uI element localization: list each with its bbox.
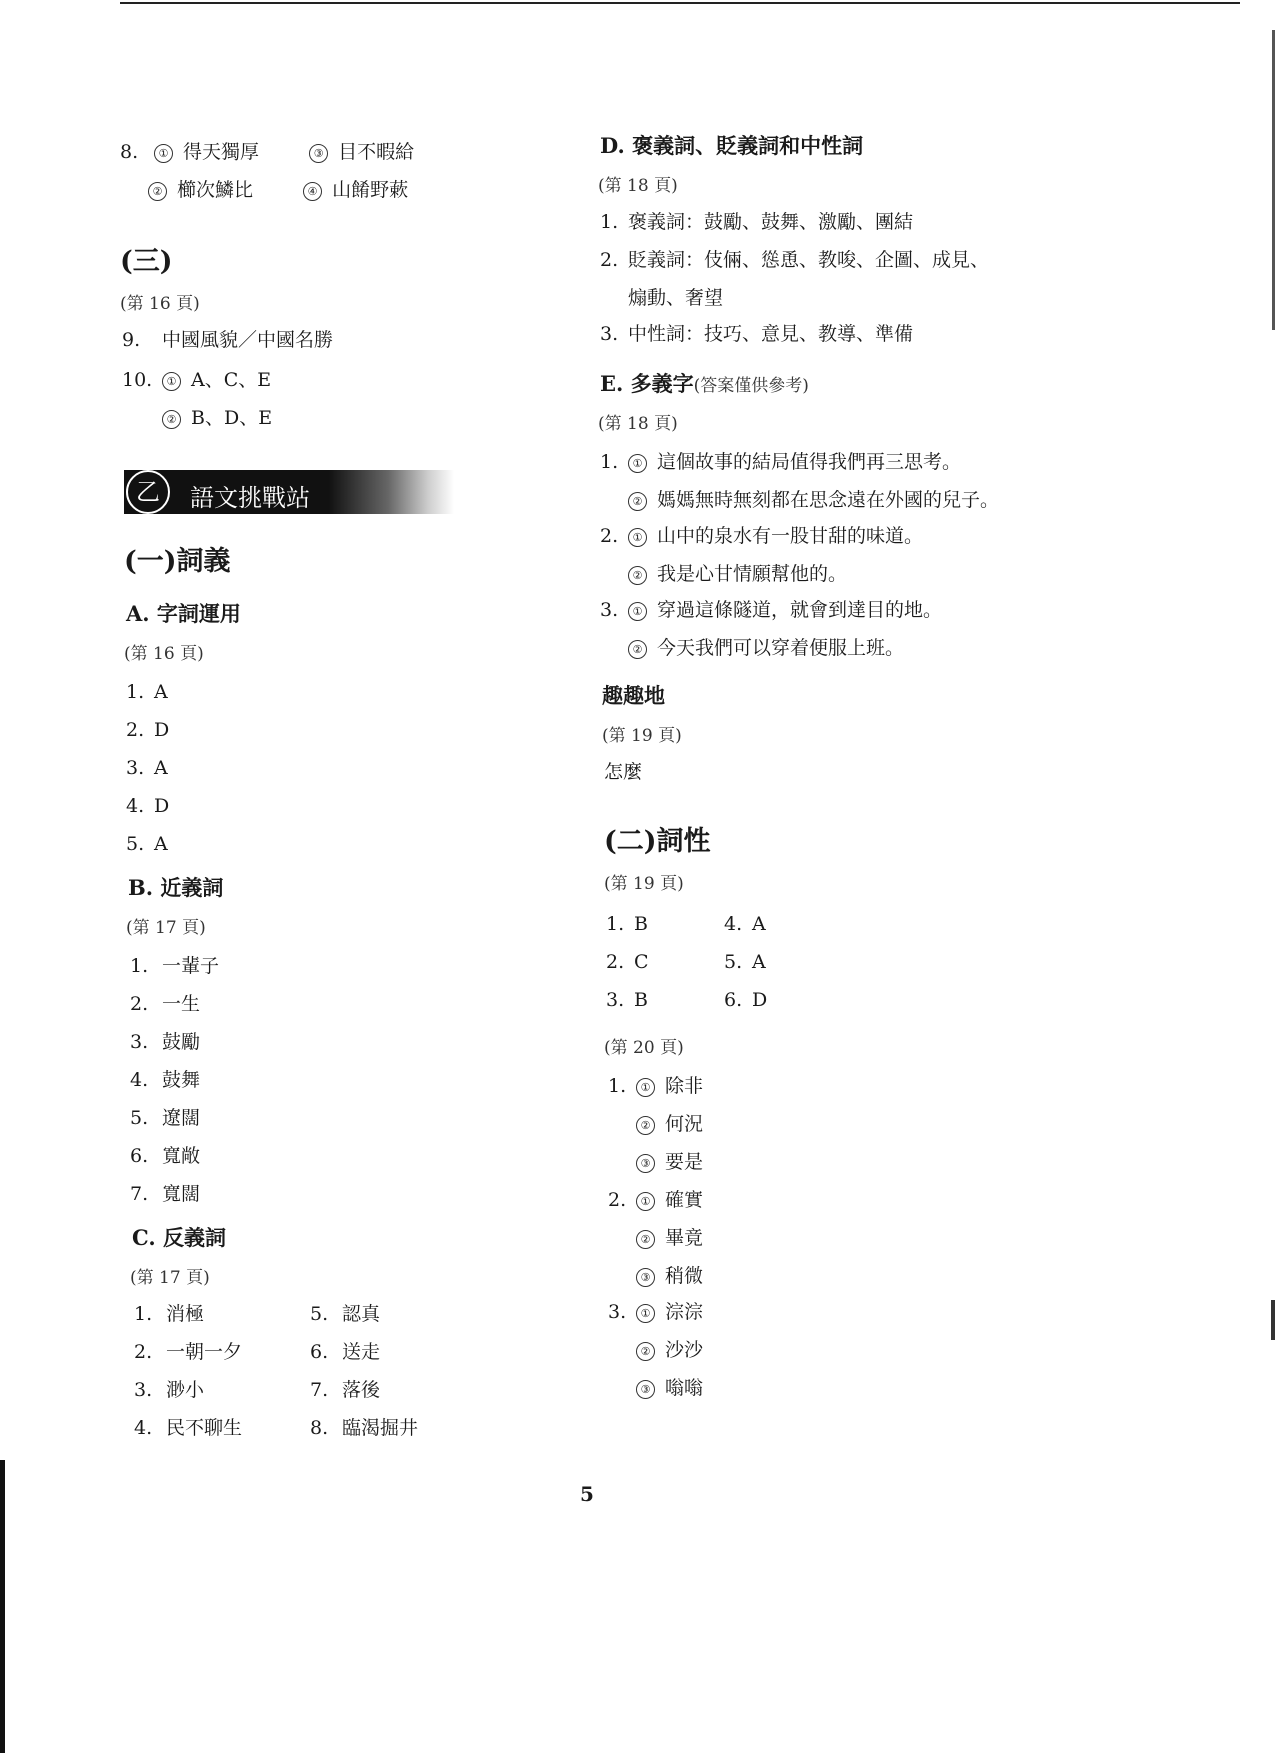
page-ref: (第 16 頁) — [124, 644, 204, 664]
answer-note: (答案僅供參考) — [693, 376, 809, 396]
list-item — [628, 488, 999, 512]
item-number: 1. — [608, 1075, 627, 1097]
item-number: 2. — [130, 993, 149, 1015]
answer-text: D — [154, 795, 170, 817]
list-item-continuation: 煽動、奢望 — [628, 287, 724, 309]
badge-icon: 乙 — [126, 470, 170, 514]
circled-number: ① — [628, 602, 647, 621]
item-number: 3. — [606, 989, 625, 1011]
item-number: 8. — [310, 1417, 329, 1439]
answer-text: A — [154, 757, 168, 779]
page-ref: (第 19 頁) — [604, 874, 684, 894]
list-item — [636, 1150, 703, 1174]
list-item — [126, 832, 168, 856]
banner-title: 語文挑戰站 — [190, 484, 310, 512]
list-item — [600, 322, 913, 346]
answer-text: 一輩子 — [162, 955, 220, 977]
circled-number: ② — [636, 1342, 655, 1361]
part2-title: (二)詞性 — [604, 826, 711, 857]
circled-number: ① — [636, 1078, 655, 1097]
answer-text: 褒義詞：鼓勵、鼓舞、激勵、團結 — [628, 211, 914, 233]
answer-text: A、C、E — [191, 369, 272, 391]
item-number: 2. — [126, 719, 145, 741]
circled-number: ② — [628, 566, 647, 585]
answer-text: B — [634, 989, 648, 1011]
list-item — [130, 992, 200, 1016]
answer-text: 一生 — [162, 993, 201, 1015]
item-number: 1. — [606, 913, 625, 935]
item-number: 6. — [724, 989, 743, 1011]
subsection-e-title: E. 多義字 — [600, 371, 694, 396]
answer-text: 遼闊 — [162, 1107, 201, 1129]
subsection-e-heading — [600, 372, 809, 398]
circled-number: ④ — [303, 182, 322, 201]
list-item — [126, 794, 169, 818]
circled-number: ① — [162, 372, 181, 391]
list-item — [130, 1106, 200, 1130]
list-item — [636, 1226, 703, 1250]
q8-row2 — [148, 178, 408, 202]
answer-text: 確實 — [665, 1189, 704, 1211]
answer-text: 這個故事的結局值得我們再三思考。 — [657, 451, 962, 473]
answer-text: 鼓勵 — [162, 1031, 201, 1053]
item-number: 1. — [126, 681, 145, 703]
item-number: 5. — [126, 833, 145, 855]
answer-text: 山餚野蔌 — [332, 179, 409, 201]
answer-text: A — [752, 913, 766, 935]
item-number: 7. — [130, 1183, 149, 1205]
list-item — [126, 718, 169, 742]
subsection-d-title: D. 褒義詞、貶義詞和中性詞 — [600, 133, 864, 158]
answer-text: 民不聊生 — [166, 1417, 243, 1439]
list-item — [636, 1376, 703, 1400]
circled-number: ② — [628, 492, 647, 511]
answer-text: A — [154, 681, 168, 703]
answer-text: 得天獨厚 — [183, 141, 260, 163]
answer-text: D — [154, 719, 170, 741]
list-item — [130, 1030, 200, 1054]
answer-text: 渺小 — [166, 1379, 205, 1401]
list-item — [130, 1068, 200, 1092]
list-item — [608, 1300, 703, 1324]
list-item — [600, 210, 913, 234]
page-ref: (第 16 頁) — [120, 294, 200, 314]
item-number: 4. — [126, 795, 145, 817]
answer-text: 中性詞：技巧、意見、教導、準備 — [628, 323, 914, 345]
page-number: 5 — [580, 1482, 594, 1506]
item-number: 2. — [608, 1189, 627, 1211]
circled-number: ② — [636, 1116, 655, 1135]
list-item — [126, 680, 168, 704]
item-number: 3. — [134, 1379, 153, 1401]
circled-number: ② — [148, 182, 167, 201]
item-number: 5. — [130, 1107, 149, 1129]
list-item — [636, 1264, 703, 1288]
list-item — [134, 1378, 204, 1402]
section-banner — [124, 470, 454, 514]
item-number: 4. — [724, 913, 743, 935]
item-number: 6. — [130, 1145, 149, 1167]
page-ref: (第 17 頁) — [130, 1268, 210, 1288]
answer-text: 今天我們可以穿着便服上班。 — [657, 637, 905, 659]
answer-text: 畢竟 — [665, 1227, 704, 1249]
list-item — [130, 1144, 200, 1168]
item-number: 9. — [122, 329, 141, 351]
answer-text: D — [752, 989, 768, 1011]
list-item — [600, 248, 989, 272]
scan-edge-right-mark — [1271, 1300, 1275, 1340]
list-item — [600, 450, 961, 474]
q8-row1 — [120, 140, 414, 164]
scan-edge-left — [0, 1460, 5, 1753]
circled-number: ② — [636, 1230, 655, 1249]
answer-text: B、D、E — [191, 407, 273, 429]
list-item — [600, 524, 923, 548]
list-item — [134, 1302, 204, 1326]
fun-title: 趣趣地 — [602, 683, 665, 708]
answer-text: 目不暇給 — [338, 141, 415, 163]
list-item — [606, 950, 649, 974]
circled-number: ③ — [636, 1380, 655, 1399]
answer-text: 穿過這條隧道，就會到達目的地。 — [657, 599, 943, 621]
circled-number: ② — [162, 410, 181, 429]
item-number: 2. — [600, 525, 619, 547]
page-ref: (第 19 頁) — [602, 726, 682, 746]
answer-text: 送走 — [342, 1341, 381, 1363]
answer-text: 落後 — [342, 1379, 381, 1401]
fun-answer: 怎麼 — [604, 761, 643, 783]
list-item — [130, 954, 219, 978]
answer-text: 何況 — [665, 1113, 704, 1135]
list-item — [608, 1188, 703, 1212]
list-item — [636, 1338, 703, 1362]
list-item — [724, 912, 766, 936]
answer-text: 我是心甘情願幫他的。 — [657, 563, 848, 585]
subsection-a-title: A. 字詞運用 — [126, 601, 241, 626]
answer-text: C — [634, 951, 649, 973]
answer-text: 淙淙 — [665, 1301, 704, 1323]
answer-text: 中國風貌／中國名勝 — [162, 329, 334, 351]
answer-text: 消極 — [166, 1303, 205, 1325]
answer-text: 寬敞 — [162, 1145, 201, 1167]
answer-text: 山中的泉水有一股甘甜的味道。 — [657, 525, 924, 547]
item-number: 5. — [310, 1303, 329, 1325]
item-number: 1. — [600, 451, 619, 473]
circled-number: ③ — [636, 1154, 655, 1173]
item-number: 2. — [134, 1341, 153, 1363]
item-number: 4. — [130, 1069, 149, 1091]
circled-number: ① — [636, 1304, 655, 1323]
answer-text: 一朝一夕 — [166, 1341, 243, 1363]
list-item — [600, 598, 942, 622]
item-number: 3. — [126, 757, 145, 779]
item-number: 1. — [130, 955, 149, 977]
q10-row1 — [122, 368, 271, 392]
answer-text: 認真 — [342, 1303, 381, 1325]
item-number: 2. — [600, 249, 619, 271]
item-number: 4. — [134, 1417, 153, 1439]
answer-text: 嗡嗡 — [665, 1377, 704, 1399]
list-item — [134, 1340, 242, 1364]
list-item — [310, 1378, 380, 1402]
answer-text: 臨渴掘井 — [342, 1417, 419, 1439]
list-item — [636, 1112, 703, 1136]
answer-text: 要是 — [665, 1151, 704, 1173]
circled-number: ① — [636, 1192, 655, 1211]
circled-number: ① — [154, 144, 173, 163]
item-number: 1. — [134, 1303, 153, 1325]
list-item — [724, 988, 767, 1012]
answer-text: 沙沙 — [665, 1339, 704, 1361]
answer-text: 貶義詞：伎倆、慫恿、教唆、企圖、成見、 — [628, 249, 990, 271]
item-number: 1. — [600, 211, 619, 233]
list-item — [310, 1416, 418, 1440]
circled-number: ③ — [309, 144, 328, 163]
circled-number: ① — [628, 454, 647, 473]
list-item — [130, 1182, 200, 1206]
answer-text: 鼓舞 — [162, 1069, 201, 1091]
answer-text: 寬闊 — [162, 1183, 201, 1205]
item-number: 5. — [724, 951, 743, 973]
q10-row2 — [162, 406, 272, 430]
page-ref: (第 18 頁) — [598, 176, 678, 196]
subsection-c-title: C. 反義詞 — [132, 1225, 226, 1250]
list-item — [606, 988, 648, 1012]
answer-text: B — [634, 913, 648, 935]
circled-number: ③ — [636, 1268, 655, 1287]
answer-text: 媽媽無時無刻都在思念遠在外國的兒子。 — [657, 489, 1000, 511]
item-number: 10. — [122, 369, 153, 391]
answer-text: 稍微 — [665, 1265, 704, 1287]
q9 — [122, 328, 333, 352]
item-number: 8. — [120, 141, 139, 163]
answer-text: A — [752, 951, 766, 973]
circled-number: ② — [628, 640, 647, 659]
list-item — [606, 912, 648, 936]
item-number: 3. — [130, 1031, 149, 1053]
item-number: 3. — [608, 1301, 627, 1323]
part1-title: (一)詞義 — [124, 546, 231, 577]
list-item — [310, 1340, 380, 1364]
list-item — [126, 756, 168, 780]
list-item — [310, 1302, 380, 1326]
answer-text: 櫛次鱗比 — [177, 179, 254, 201]
page-ref: (第 18 頁) — [598, 414, 678, 434]
item-number: 3. — [600, 323, 619, 345]
list-item — [608, 1074, 703, 1098]
list-item — [134, 1416, 242, 1440]
item-number: 7. — [310, 1379, 329, 1401]
page-ref: (第 17 頁) — [126, 918, 206, 938]
list-item — [628, 562, 847, 586]
section-title: (三) — [120, 246, 173, 277]
subsection-b-title: B. 近義詞 — [128, 875, 224, 900]
answer-text: A — [154, 833, 168, 855]
page-ref: (第 20 頁) — [604, 1038, 684, 1058]
list-item — [628, 636, 904, 660]
item-number: 3. — [600, 599, 619, 621]
item-number: 6. — [310, 1341, 329, 1363]
scan-edge-top — [120, 2, 1240, 4]
item-number: 2. — [606, 951, 625, 973]
list-item — [724, 950, 766, 974]
answer-text: 除非 — [665, 1075, 704, 1097]
circled-number: ① — [628, 528, 647, 547]
